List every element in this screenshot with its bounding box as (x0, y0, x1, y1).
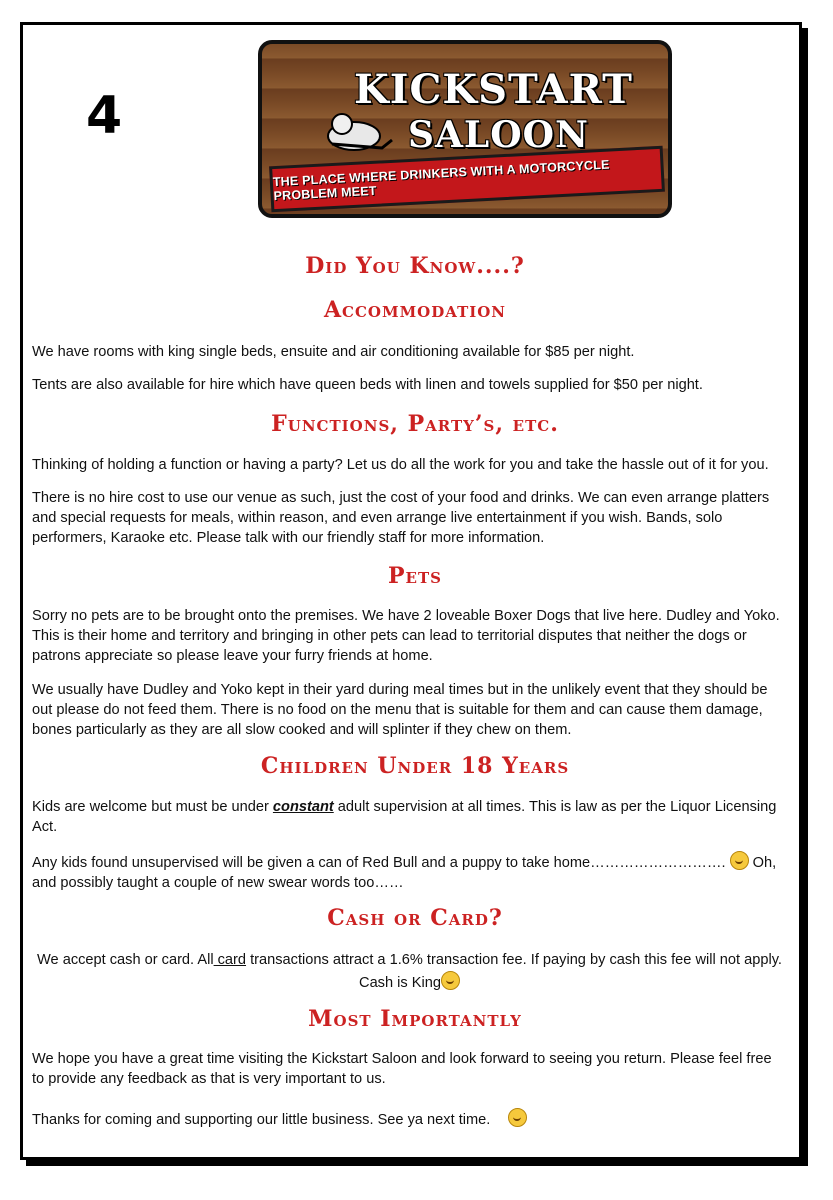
children-text-part1: Kids are welcome but must be under (32, 799, 273, 815)
closing-thanks-label: Thanks for coming and supporting our little business. See ya next time. (32, 1112, 491, 1128)
functions-details-text: There is no hire cost to use our venue as such, just the cost of your food and drinks. We can even arrange platters and special requests for meals, within reason, and even arrange live entertainment if you wish. Bands, solo performers, Karaoke etc. Please talk with our friendly staff for more information. (32, 490, 770, 546)
cash-text-card-underlined: card (213, 952, 247, 968)
children-joke-part2: Oh, and possibly taught a couple of new swear words too…… (32, 855, 777, 891)
heading-functions: Functions, Party’s, etc. (271, 411, 559, 437)
accommodation-rooms-text: We have rooms with king single beds, ensuite and air conditioning available for $85 per night. (32, 344, 635, 360)
kickstart-saloon-logo (258, 40, 672, 218)
cash-is-king-text (32, 971, 787, 993)
heading-accommodation: Accommodation (323, 297, 507, 323)
cash-text-part1: We accept cash or card. All (37, 952, 214, 968)
closing-thanks-text (32, 1108, 787, 1130)
smiley-icon (508, 1108, 527, 1127)
children-unsupervised-text (32, 851, 787, 893)
heading-cash-or-card: Cash or Card? (327, 905, 503, 931)
pets-policy-text: Sorry no pets are to be brought onto the premises. We have 2 loveable Boxer Dogs that live here. Dudley and Yoko. This is their home and territory and bringing in other pets can lead to territorial disputes that neither the dogs or patrons appreciate so please leave your furry friends at home. (32, 608, 780, 664)
heading-pets: Pets (388, 563, 442, 589)
cash-is-king-label: Cash is King (359, 975, 441, 991)
heading-did-you-know: Did You Know....? (305, 253, 525, 279)
cash-card-fee-text (32, 950, 787, 970)
smiley-icon (730, 851, 749, 870)
children-joke-part1: Any kids found unsupervised will be given a can of Red Bull and a puppy to take home………………………. (32, 855, 730, 871)
children-supervision-text (32, 797, 787, 837)
functions-intro-text: Thinking of holding a function or having a party? Let us do all the work for you and take the hassle out of it for you. (32, 457, 769, 473)
children-text-part2: adult supervision at all times. This is law as per the Liquor Licensing Act. (32, 799, 777, 835)
logo-title-line2: SALOON (408, 114, 589, 156)
closing-feedback-text: We hope you have a great time visiting the Kickstart Saloon and look forward to seeing you return. Please feel free to provide any feedback as that is very important to us. (32, 1051, 772, 1087)
children-emphasis-constant: constant (272, 799, 334, 815)
heading-most-importantly: Most Importantly (308, 1006, 522, 1032)
page-number: 4 (86, 86, 123, 146)
logo-title-line1: KICKSTART (354, 66, 633, 113)
smiley-icon (441, 971, 460, 990)
heading-children: Children Under 18 Years (260, 753, 570, 779)
accommodation-tents-text: Tents are also available for hire which have queen beds with linen and towels supplied for $50 per night. (32, 377, 703, 393)
pets-feeding-text: We usually have Dudley and Yoko kept in their yard during meal times but in the unlikely event that they should be out please do not feed them. There is no food on the menu that is suitable for them and can cause them damage, bones particularly as they are all slow cooked and will splinter if they chew on them. (32, 682, 768, 738)
cash-text-part2: transactions attract a 1.6% transaction fee. If paying by cash this fee will not apply. (246, 952, 782, 968)
logo-tagline: THE PLACE WHERE DRINKERS WITH A MOTORCYCLE PROBLEM MEET (272, 157, 610, 204)
